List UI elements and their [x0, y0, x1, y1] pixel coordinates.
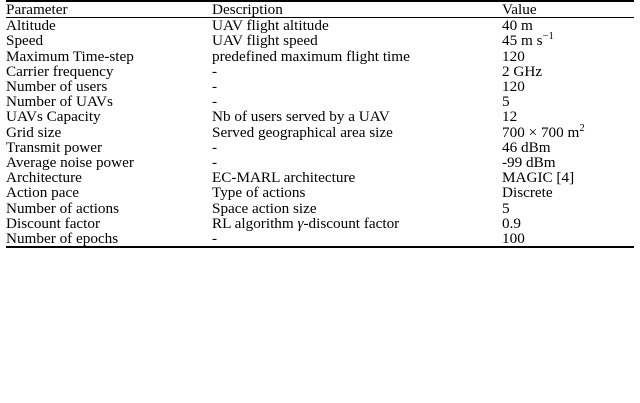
cell-description: UAV flight speed	[212, 32, 318, 50]
table-row	[6, 79, 634, 94]
table-bottom-rule	[6, 247, 634, 248]
cell-parameter: Number of UAVs	[6, 93, 113, 111]
cell-description: RL algorithm γ-discount factor	[212, 214, 400, 232]
cell-description: Served geographical area size	[212, 123, 393, 141]
cell-value: 5	[502, 199, 510, 217]
cell-parameter: Number of actions	[6, 199, 120, 217]
table-header-row	[6, 1, 634, 18]
column-header-parameter: Parameter	[6, 1, 212, 18]
cell-description: UAV flight altitude	[212, 18, 502, 34]
cell-description: predefined maximum flight time	[212, 47, 410, 65]
table-row	[6, 201, 634, 216]
cell-description: Space action size	[212, 199, 317, 217]
cell-parameter: Number of epochs	[6, 230, 119, 248]
cell-parameter: Carrier frequency	[6, 62, 114, 80]
cell-parameter: Action pace	[6, 184, 79, 202]
cell-value: 120	[502, 47, 525, 65]
cell-parameter: Maximum Time-step	[6, 47, 134, 65]
cell-description: -	[212, 62, 218, 80]
table-row	[6, 216, 634, 231]
cell-value: 12	[502, 108, 518, 126]
cell-value: 46 dBm	[502, 138, 551, 156]
column-header-value: Value	[502, 1, 634, 18]
table-row	[6, 155, 634, 170]
column-header-description: Description	[212, 1, 502, 18]
table-row	[6, 64, 634, 79]
table-row	[6, 231, 634, 247]
table-row	[6, 125, 634, 140]
cell-value: 100	[502, 230, 525, 248]
cell-value: 45 m $s^{-1}$	[502, 31, 554, 50]
cell-value: 40 m	[502, 18, 634, 34]
cell-value: 5	[502, 93, 510, 111]
table-row	[6, 49, 634, 64]
table-row	[6, 170, 634, 185]
cell-parameter: Speed	[6, 32, 44, 50]
cell-parameter: Number of users	[6, 78, 108, 96]
cell-parameter: UAVs Capacity	[6, 108, 101, 126]
table-row	[6, 185, 634, 200]
cell-parameter: Average noise power	[6, 154, 134, 172]
cell-parameter: Transmit power	[6, 138, 103, 156]
cell-description: Nb of users served by a UAV	[212, 108, 390, 126]
cell-parameter: Altitude	[6, 18, 212, 34]
cell-value: 700 × 700 $m^2$	[502, 122, 585, 141]
cell-value: 120	[502, 78, 525, 96]
parameter-table	[6, 0, 634, 248]
table-row	[6, 33, 634, 48]
cell-description: EC-MARL architecture	[212, 169, 356, 187]
cell-value: Discrete	[502, 184, 553, 202]
table-row	[6, 94, 634, 109]
cell-description: Type of actions	[212, 184, 306, 202]
cell-value: MAGIC [4]	[502, 169, 575, 187]
cell-description: -	[212, 230, 218, 248]
cell-value: 0.9	[502, 214, 521, 232]
cell-value: -99 dBm	[502, 154, 556, 172]
cell-parameter: Discount factor	[6, 214, 101, 232]
cell-description: -	[212, 93, 218, 111]
cell-value: 2 GHz	[502, 62, 543, 80]
cell-parameter: Architecture	[6, 169, 82, 187]
cell-description: -	[212, 78, 218, 96]
table-row	[6, 140, 634, 155]
cell-parameter: Grid size	[6, 123, 62, 141]
cell-description: -	[212, 154, 218, 172]
table-row	[6, 109, 634, 124]
cell-description: -	[212, 138, 218, 156]
